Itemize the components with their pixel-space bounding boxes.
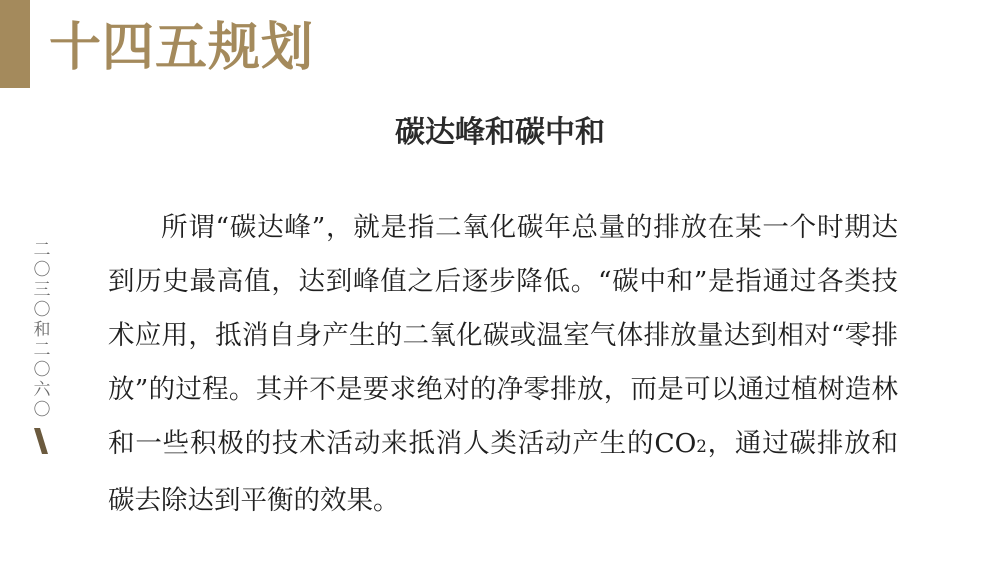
body-paragraph-part1: 所谓“碳达峰”，就是指二氧化碳年总量的排放在某一个时期达到历史最高值，达到峰值之后逐步降低。“碳中和”是指通过各类技术应用，抵消自身产生的二氧化碳或温室气体排放量达到相对“零排放”的过程。其并不是要求绝对的净零排放，而是可以通过植树造林和一些积极的技术活动来抵消人类活动产生的CO — [108, 212, 898, 459]
vertical-year-label: 二〇三〇和二〇六〇 — [33, 240, 51, 420]
co2-subscript: 2 — [696, 437, 707, 456]
accent-bar — [0, 0, 30, 88]
body-paragraph — [108, 201, 898, 528]
section-heading: 碳达峰和碳中和 — [395, 115, 605, 150]
decorative-slash-mark — [34, 428, 48, 454]
page-title: 十四五规划 — [49, 18, 315, 78]
body-paragraph-part2: ，通过碳排放和碳去除达到平衡的效果。 — [108, 428, 898, 516]
